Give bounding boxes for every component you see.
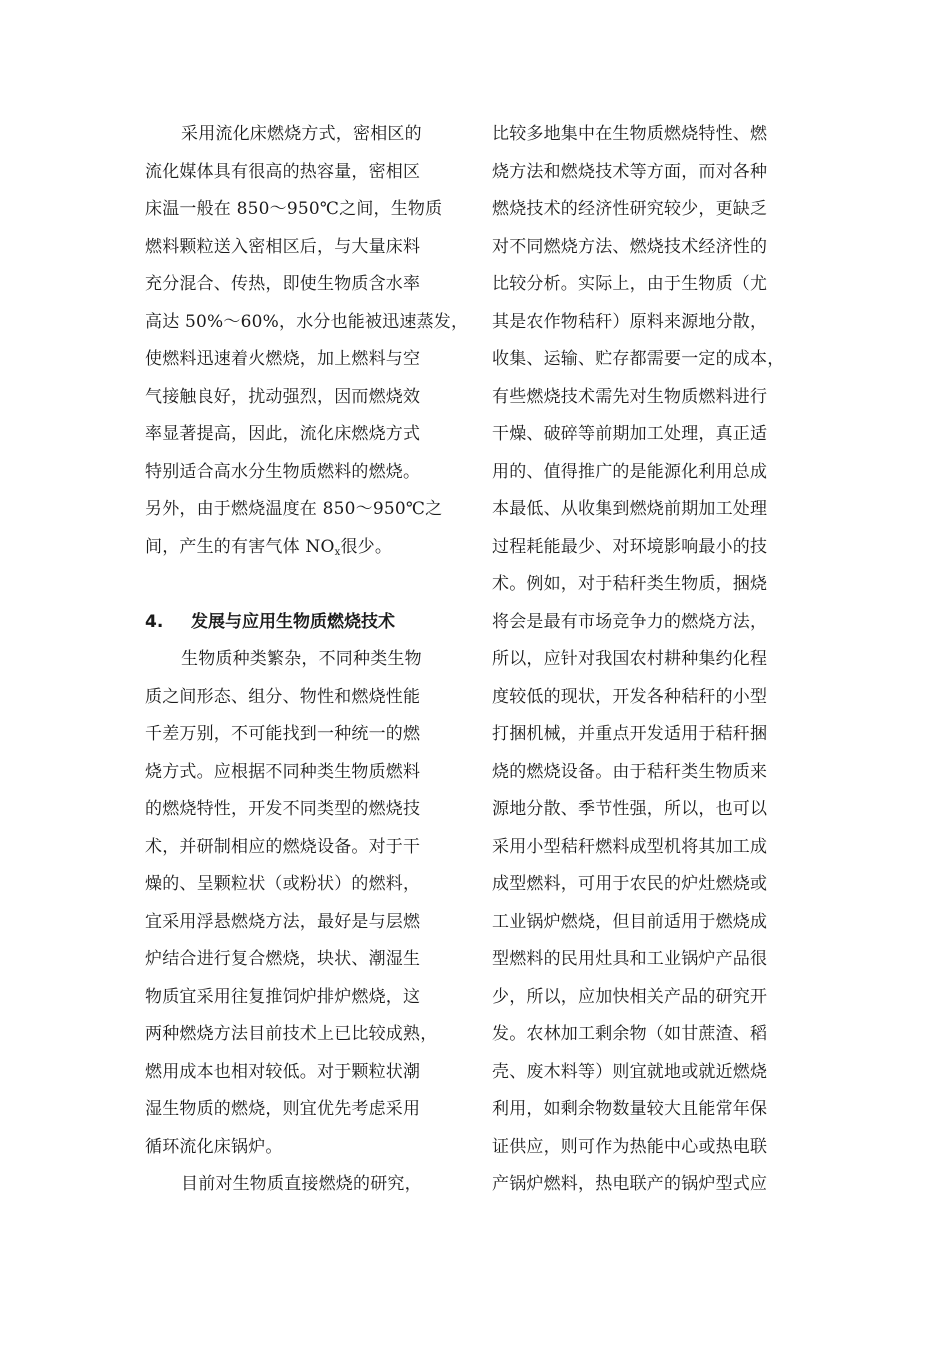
text-line: 对不同燃烧方法、燃烧技术经济性的 — [492, 236, 768, 257]
right-column — [492, 116, 810, 1204]
text-line: 利用，如剩余物数量较大且能常年保 — [492, 1099, 768, 1119]
text-line: 将会是最有市场竞争力的燃烧方法， — [492, 611, 768, 632]
text-line: 燃烧技术的经济性研究较少，更缺乏 — [492, 199, 768, 219]
text-line: 烧的燃烧设备。由于秸秆类生物质来 — [492, 761, 768, 782]
text-line: 壳、废木料等）则宜就地或就近燃烧 — [492, 1061, 768, 1082]
text-line: 少，所以，应加快相关产品的研究开 — [492, 986, 768, 1007]
text-line: 采用流化床燃烧方式，密相区的 — [181, 124, 422, 144]
text-line: 工业锅炉燃烧，但目前适用于燃烧成 — [492, 911, 768, 932]
text-line: 术，并研制相应的燃烧设备。对于干 — [145, 836, 421, 857]
text-line: 燃用成本也相对较低。对于颗粒状潮 — [145, 1061, 421, 1082]
text-line: 本最低、从收集到燃烧前期加工处理 — [492, 499, 768, 519]
text-line: 收集、运输、贮存都需要一定的成本， — [492, 349, 785, 369]
text-line-nox — [145, 529, 467, 567]
text-line: 烧方式。应根据不同种类生物质燃料 — [145, 761, 421, 782]
text-line: 气接触良好，扰动强烈，因而燃烧效 — [145, 386, 421, 407]
text-line: 的燃烧特性，开发不同类型的燃烧技 — [145, 799, 421, 819]
text-line: 发。农林加工剩余物（如甘蔗渣、稻 — [492, 1024, 768, 1044]
text-line: 率显著提高，因此，流化床燃烧方式 — [145, 424, 421, 444]
text-line: 千差万别，不可能找到一种统一的燃 — [145, 724, 421, 744]
section-title: 发展与应用生物质燃烧技术 — [191, 611, 395, 632]
text-line: 炉结合进行复合燃烧，块状、潮湿生 — [145, 949, 421, 969]
text-line: 燥的、呈颗粒状（或粉状）的燃料， — [145, 874, 421, 894]
text-line: 流化媒体具有很高的热容量，密相区 — [145, 161, 421, 182]
text-line: 目前对生物质直接燃烧的研究， — [181, 1174, 422, 1194]
text-line: 高达 50%～60%，水分也能被迅速蒸发， — [145, 311, 469, 332]
text-line: 打捆机械，并重点开发适用于秸秆捆 — [492, 724, 768, 744]
text-line: 术。例如，对于秸秆类生物质，捆烧 — [492, 574, 768, 594]
subscript-x: x — [334, 546, 341, 558]
text-line: 使燃料迅速着火燃烧，加上燃料与空 — [145, 349, 421, 369]
text-line: 过程耗能最少、对环境影响最小的技 — [492, 536, 768, 557]
text-line: 湿生物质的燃烧，则宜优先考虑采用 — [145, 1099, 421, 1119]
text-line: 所以，应针对我国农村耕种集约化程 — [492, 649, 768, 669]
section-heading — [145, 604, 467, 642]
text-line: 其是农作物秸秆）原料来源地分散， — [492, 311, 768, 332]
text-line: 物质宜采用往复推饲炉排炉燃烧，这 — [145, 986, 421, 1007]
text-line: 采用小型秸秆燃料成型机将其加工成 — [492, 836, 768, 857]
text-line: 源地分散、季节性强，所以，也可以 — [492, 799, 768, 819]
text-line: 成型燃料，可用于农民的炉灶燃烧或 — [492, 874, 768, 894]
text-line: 质之间形态、组分、物性和燃烧性能 — [145, 686, 421, 707]
text-line: 床温一般在 850～950℃之间，生物质 — [145, 199, 443, 219]
text-line: 两种燃烧方法目前技术上已比较成熟， — [145, 1024, 438, 1044]
paragraph-spacer — [145, 566, 467, 604]
text-line: 循环流化床锅炉。 — [145, 1136, 283, 1157]
text-line: 烧方法和燃烧技术等方面，而对各种 — [492, 161, 768, 182]
text-line: 证供应，则可作为热能中心或热电联 — [492, 1136, 768, 1157]
text-line: 型燃料的民用灶具和工业锅炉产品很 — [492, 949, 768, 969]
text-line: 比较多地集中在生物质燃烧特性、燃 — [492, 124, 768, 144]
text-line: 比较分析。实际上，由于生物质（尤 — [492, 274, 768, 294]
text-fragment: 很少。 — [340, 536, 393, 557]
text-line: 另外，由于燃烧温度在 850～950℃之 — [145, 499, 443, 519]
text-fragment: 间，产生的有害气体 NO — [145, 536, 335, 557]
left-column — [145, 116, 467, 1204]
text-line: 干燥、破碎等前期加工处理，真正适 — [492, 424, 768, 444]
text-line: 燃料颗粒送入密相区后，与大量床料 — [145, 236, 421, 257]
section-number: 4. — [145, 611, 164, 632]
text-line: 产锅炉燃料，热电联产的锅炉型式应 — [492, 1174, 768, 1194]
text-line: 充分混合、传热，即使生物质含水率 — [145, 274, 421, 294]
text-line: 宜采用浮悬燃烧方法，最好是与层燃 — [145, 911, 421, 932]
text-line: 用的、值得推广的是能源化利用总成 — [492, 461, 768, 482]
text-line: 生物质种类繁杂，不同种类生物 — [181, 649, 422, 669]
text-line: 有些燃烧技术需先对生物质燃料进行 — [492, 386, 768, 407]
text-line: 度较低的现状，开发各种秸秆的小型 — [492, 686, 768, 707]
text-line: 特别适合高水分生物质燃料的燃烧。 — [145, 461, 421, 482]
